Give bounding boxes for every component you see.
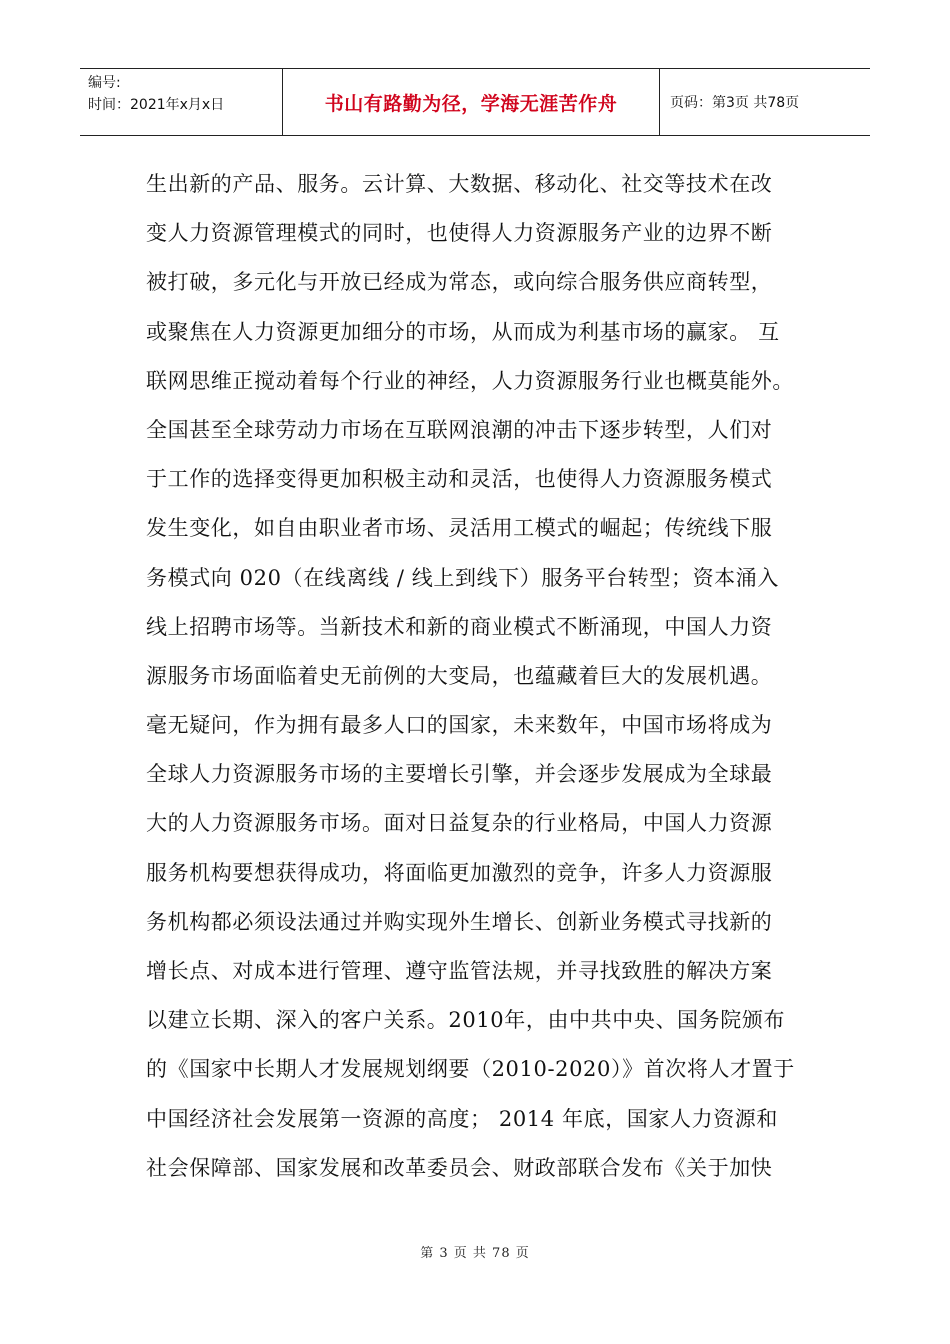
text-line: 全球人力资源服务市场的主要增长引擎，并会逐步发展成为全球最 <box>146 762 773 787</box>
text-line: 线上招聘市场等。当新技术和新的商业模式不断涌现，中国人力资 <box>146 614 773 639</box>
text-line: 毫无疑问，作为拥有最多人口的国家，未来数年，中国市场将成为 <box>146 713 773 738</box>
text-line: 务模式向 020（在线离线 / 线上到线下）服务平台转型；资本涌入 <box>146 565 779 590</box>
page-footer: 第 3 页 共 78 页 <box>420 1246 530 1261</box>
text-line: 于工作的选择变得更加积极主动和灵活，也使得人力资源服务模式 <box>146 467 773 492</box>
text-line: 或聚焦在人力资源更加细分的市场，从而成为利基市场的赢家。 互 <box>146 319 780 344</box>
body-text <box>146 160 836 1193</box>
text-line: 中国经济社会发展第一资源的高度； 2014 年底，国家人力资源和 <box>146 1106 778 1131</box>
text-line: 源服务市场面临着史无前例的大变局，也蕴藏着巨大的发展机遇。 <box>146 663 773 688</box>
text-line: 生出新的产品、服务。云计算、大数据、移动化、社交等技术在改 <box>146 172 773 196</box>
header-page-code: 页码：第3页 共78页 <box>670 95 800 111</box>
text-line: 全国甚至全球劳动力市场在互联网浪潮的冲击下逐步转型，人们对 <box>146 417 773 442</box>
document-number-label: 编号: <box>88 75 121 91</box>
document-date: 时间：2021年x月x日 <box>88 97 225 113</box>
header-motto: 书山有路勤为径，学海无涯苦作舟 <box>283 69 660 135</box>
text-line: 变人力资源管理模式的同时，也使得人力资源服务产业的边界不断 <box>146 221 773 246</box>
text-line: 联网思维正搅动着每个行业的神经，人力资源服务行业也概莫能外。 <box>146 368 794 393</box>
text-line: 以建立长期、深入的客户关系。2010年，由中共中央、国务院颁布 <box>146 1008 786 1033</box>
text-line: 的《国家中长期人才发展规划纲要（2010-2020）》首次将人才置于 <box>146 1057 795 1082</box>
text-line: 务机构都必须设法通过并购实现外生增长、创新业务模式寻找新的 <box>146 909 773 934</box>
text-line: 社会保障部、国家发展和改革委员会、财政部联合发布《关于加快 <box>146 1155 773 1180</box>
header-meta <box>80 69 283 135</box>
text-line: 发生变化，如自由职业者市场、灵活用工模式的崛起；传统线下服 <box>146 516 773 541</box>
text-line: 服务机构要想获得成功，将面临更加激烈的竞争，许多人力资源服 <box>146 860 773 885</box>
page-header <box>80 68 870 136</box>
text-line: 大的人力资源服务市场。面对日益复杂的行业格局，中国人力资源 <box>146 811 773 836</box>
text-line: 被打破，多元化与开放已经成为常态，或向综合服务供应商转型， <box>146 270 773 295</box>
text-line: 增长点、对成本进行管理、遵守监管法规，并寻找致胜的解决方案 <box>146 959 773 983</box>
